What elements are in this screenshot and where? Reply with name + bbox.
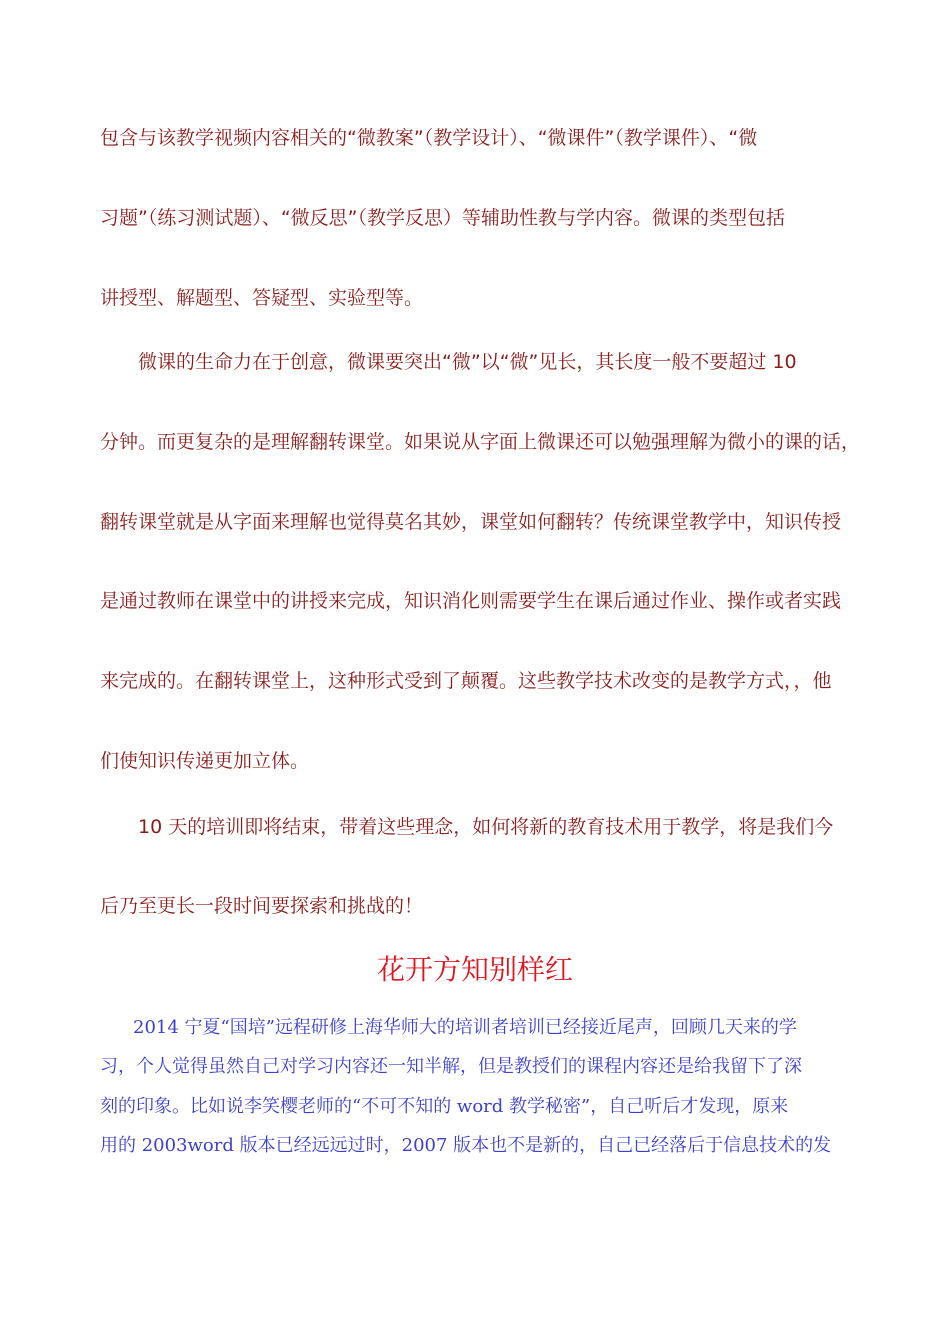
paragraph-line: 后乃至更长一段时间要探索和挑战的！ bbox=[100, 895, 424, 917]
paragraph-line: 来完成的。在翻转课堂上，这种形式受到了颠覆。这些教学技术改变的是教学方式，，他 bbox=[100, 670, 832, 692]
section-title: 花开方知别样红 bbox=[376, 953, 573, 986]
paragraph-line: 微课的生命力在于创意，微课要突出“微”以“微”见长，其长度一般不要超过 10 bbox=[138, 351, 797, 373]
paragraph-line: 习，个人觉得虽然自己对学习内容还一知半解，但是教授们的课程内容还是给我留下了深 bbox=[100, 1056, 802, 1077]
paragraph-line: 分钟。而更复杂的是理解翻转课堂。如果说从字面上微课还可以勉强理解为微小的课的话， bbox=[100, 431, 861, 453]
paragraph-line: 刻的印象。比如说李笑樱老师的“不可不知的 word 教学秘密”，自己听后才发现，原来 bbox=[100, 1096, 789, 1117]
paragraph-line: 用的 2003word 版本已经远远过时，2007 版本也不是新的，自己已经落后于信息技术的发 bbox=[100, 1135, 832, 1156]
paragraph-line: 2014 宁夏“国培”远程研修上海华师大的培训者培训已经接近尾声，回顾几天来的学 bbox=[133, 1017, 797, 1038]
paragraph-line: 讲授型、解题型、答疑型、实验型等。 bbox=[100, 287, 424, 309]
paragraph-line: 包含与该教学视频内容相关的“微教案”（教学设计）、“微课件”（教学课件）、“微 bbox=[100, 127, 758, 149]
paragraph-line: 10 天的培训即将结束，带着这些理念，如何将新的教育技术用于教学，将是我们今 bbox=[138, 816, 834, 838]
paragraph-line: 翻转课堂就是从字面来理解也觉得莫名其妙，课堂如何翻转？传统课堂教学中，知识传授 bbox=[100, 511, 842, 533]
paragraph-line: 们使知识传递更加立体。 bbox=[100, 750, 310, 772]
paragraph-line: 习题”（练习测试题）、“微反思”（教学反思）等辅助性教与学内容。微课的类型包括 bbox=[100, 207, 786, 229]
paragraph-line: 是通过教师在课堂中的讲授来完成，知识消化则需要学生在课后通过作业、操作或者实践 bbox=[100, 590, 842, 612]
